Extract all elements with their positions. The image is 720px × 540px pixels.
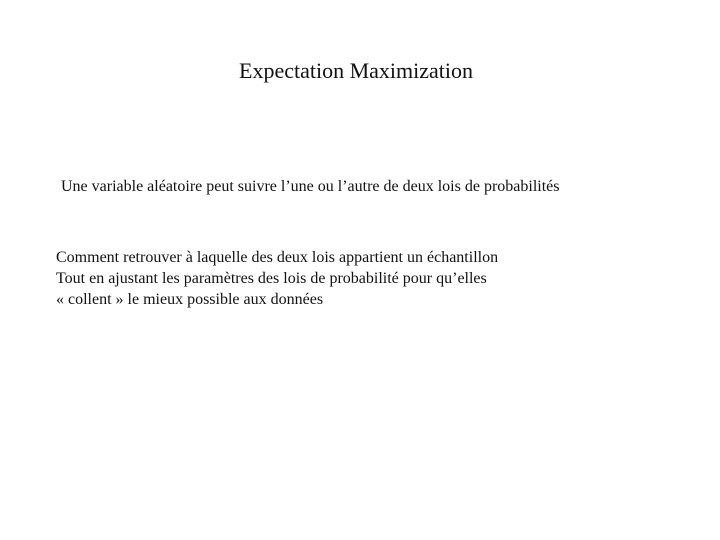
body-line: Tout en ajustant les paramètres des lois de probabilité pour qu’elles <box>56 270 487 287</box>
body-paragraph <box>56 247 498 310</box>
body-line: Comment retrouver à laquelle des deux lois appartient un échantillon <box>56 249 499 266</box>
slide-title: Expectation Maximization <box>239 58 473 83</box>
body-line: « collent » le mieux possible aux données <box>56 291 324 308</box>
intro-sentence: Une variable aléatoire peut suivre l’une ou l’autre de deux lois de probabilités <box>61 178 560 195</box>
